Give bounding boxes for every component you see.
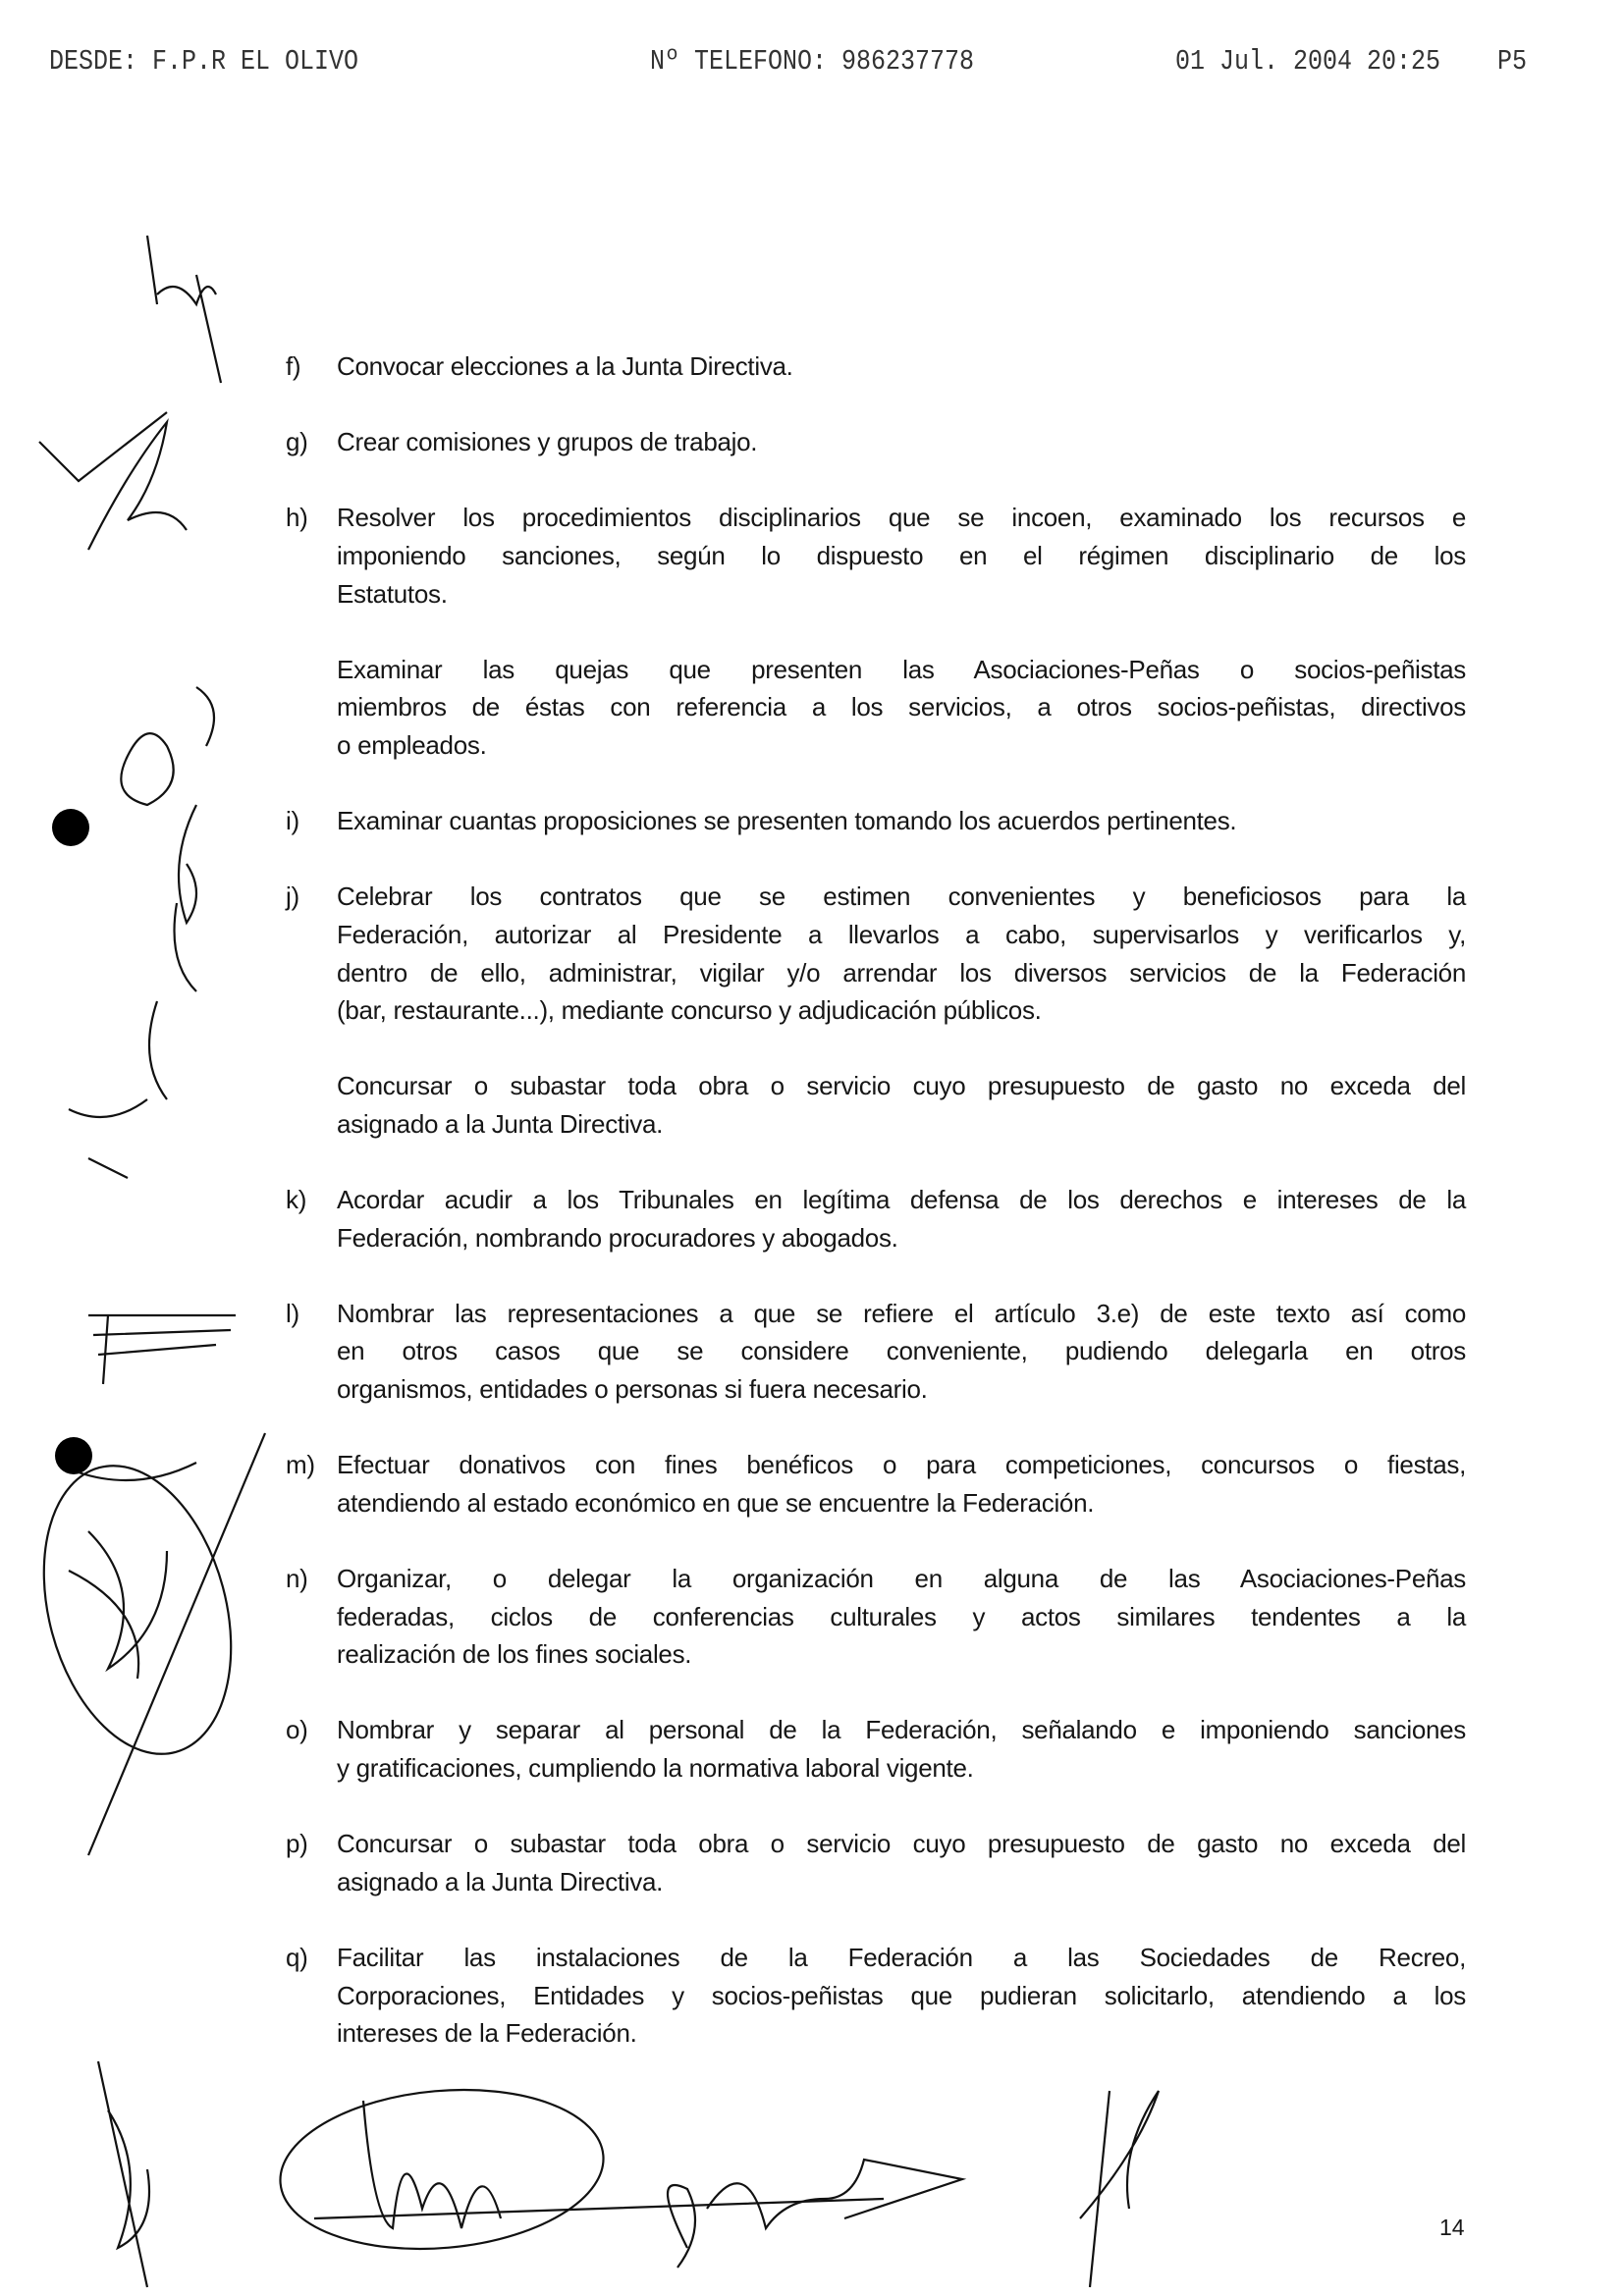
list-item: [286, 423, 1466, 461]
item-label: p): [286, 1829, 308, 1859]
text-line: en otros casos que se considere conveniente, pudiendo delegarla en otros: [337, 1336, 1466, 1366]
list-item: [286, 1825, 1466, 1900]
text-line: intereses de la Federación.: [337, 2018, 637, 2049]
text-line: asignado a la Junta Directiva.: [337, 1866, 664, 1896]
text-line: (bar, restaurante...), mediante concurso y adjudicación públicos.: [337, 995, 1042, 1026]
text-line: Resolver los procedimientos disciplinarios que se incoen, examinado los recursos e: [337, 503, 1466, 533]
item-label: i): [286, 806, 299, 836]
item-text: [337, 878, 1466, 1029]
text-line: Nombrar las representaciones a que se refiere el artículo 3.e) de este texto así como: [337, 1298, 1466, 1328]
text-line: o empleados.: [337, 729, 487, 760]
list-item: [286, 878, 1466, 1029]
item-text: [337, 1067, 1466, 1143]
item-label: [286, 1067, 337, 1143]
text-line: federadas, ciclos de conferencias culturales y actos similares tendentes a la: [337, 1601, 1466, 1631]
fax-datetime: 01 Jul. 2004 20:25: [1175, 45, 1441, 79]
item-text: [337, 1711, 1466, 1787]
item-label: j): [286, 881, 299, 912]
item-text: [337, 1560, 1466, 1674]
page-number: 14: [1439, 2215, 1465, 2240]
list-item-continuation: [286, 1067, 1466, 1143]
item-label: n): [286, 1564, 308, 1593]
text-line: Federación, nombrando procuradores y abogados.: [337, 1222, 898, 1253]
item-label: g): [286, 427, 308, 457]
text-line: dentro de ello, administrar, vigilar y/o arrendar los diversos servicios de la Federación: [337, 957, 1466, 988]
item-label: q): [286, 1942, 308, 1972]
text-line: Crear comisiones y grupos de trabajo.: [337, 427, 758, 457]
margin-signature-top: [39, 236, 221, 805]
document-body: [286, 347, 1466, 2090]
text-line: Nombrar y separar al personal de la Federación, señalando e imponiendo sanciones: [337, 1715, 1466, 1745]
text-line: organismos, entidades o personas si fuera necesario.: [337, 1374, 928, 1405]
text-line: Efectuar donativos con fines benéficos o para competiciones, concursos o fiestas,: [337, 1450, 1466, 1480]
item-label: k): [286, 1185, 307, 1215]
item-text: [337, 1446, 1466, 1522]
margin-signature-bottom: [14, 1433, 265, 1855]
item-text: [337, 1295, 1466, 1409]
text-line: miembros de éstas con referencia a los servicios, a otros socios-peñistas, directivos: [337, 692, 1466, 722]
item-text: [337, 1825, 1466, 1900]
fax-page: P5: [1497, 45, 1528, 79]
text-line: asignado a la Junta Directiva.: [337, 1108, 664, 1139]
list-item: [286, 1711, 1466, 1787]
text-line: Facilitar las instalaciones de la Federación a las Sociedades de Recreo,: [337, 1942, 1466, 1972]
text-line: Concursar o subastar toda obra o servicio cuyo presupuesto de gasto no exceda del: [337, 1071, 1466, 1101]
text-line: imponiendo sanciones, según lo dispuesto en el régimen disciplinario de los: [337, 540, 1466, 570]
bottom-signatures: [98, 2061, 1159, 2287]
list-item: [286, 802, 1466, 840]
text-line: Estatutos.: [337, 578, 448, 609]
list-item: [286, 1939, 1466, 2053]
text-line: atendiendo al estado económico en que se encuentre la Federación.: [337, 1487, 1095, 1518]
list-item: [286, 1295, 1466, 1409]
item-text: [337, 802, 1466, 840]
item-text: [337, 423, 1466, 461]
item-label: m): [286, 1450, 315, 1480]
item-text: [337, 347, 1466, 386]
item-label: o): [286, 1715, 308, 1745]
text-line: Convocar elecciones a la Junta Directiva.: [337, 351, 793, 381]
bullet-dot: [52, 809, 89, 846]
list-item: [286, 1560, 1466, 1674]
item-text: [337, 1939, 1466, 2053]
item-label: l): [286, 1298, 299, 1328]
text-line: Federación, autorizar al Presidente a llevarlos a cabo, supervisarlos y verificarlos y,: [337, 919, 1466, 949]
bullet-dot: [55, 1437, 92, 1474]
text-line: Corporaciones, Entidades y socios-peñistas que pudieran solicitarlo, atendiendo a los: [337, 1980, 1466, 2010]
item-text: [337, 651, 1466, 765]
text-line: Examinar las quejas que presenten las Asociaciones-Peñas o socios-peñistas: [337, 654, 1466, 684]
fax-phone: Nº TELEFONO: 986237778: [650, 45, 975, 79]
list-item: [286, 499, 1466, 613]
fax-sender: DESDE: F.P.R EL OLIVO: [49, 45, 359, 79]
item-label: [286, 651, 337, 765]
text-line: realización de los fines sociales.: [337, 1639, 692, 1670]
item-text: [337, 1181, 1466, 1256]
text-line: Acordar acudir a los Tribunales en legítima defensa de los derechos e intereses de la: [337, 1185, 1466, 1215]
item-label: h): [286, 503, 308, 533]
item-text: [337, 499, 1466, 613]
list-item: [286, 1446, 1466, 1522]
list-item: [286, 347, 1466, 386]
text-line: Celebrar los contratos que se estimen convenientes y beneficiosos para la: [337, 881, 1466, 912]
text-line: y gratificaciones, cumpliendo la normativa laboral vigente.: [337, 1752, 974, 1783]
item-label: f): [286, 351, 301, 381]
text-line: Concursar o subastar toda obra o servicio cuyo presupuesto de gasto no exceda del: [337, 1829, 1466, 1859]
list-item: [286, 1181, 1466, 1256]
list-item-continuation: [286, 651, 1466, 765]
text-line: Organizar, o delegar la organización en alguna de las Asociaciones-Peñas: [337, 1564, 1466, 1593]
text-line: Examinar cuantas proposiciones se presenten tomando los acuerdos pertinentes.: [337, 806, 1237, 836]
margin-signature-vertical: [69, 805, 236, 1384]
